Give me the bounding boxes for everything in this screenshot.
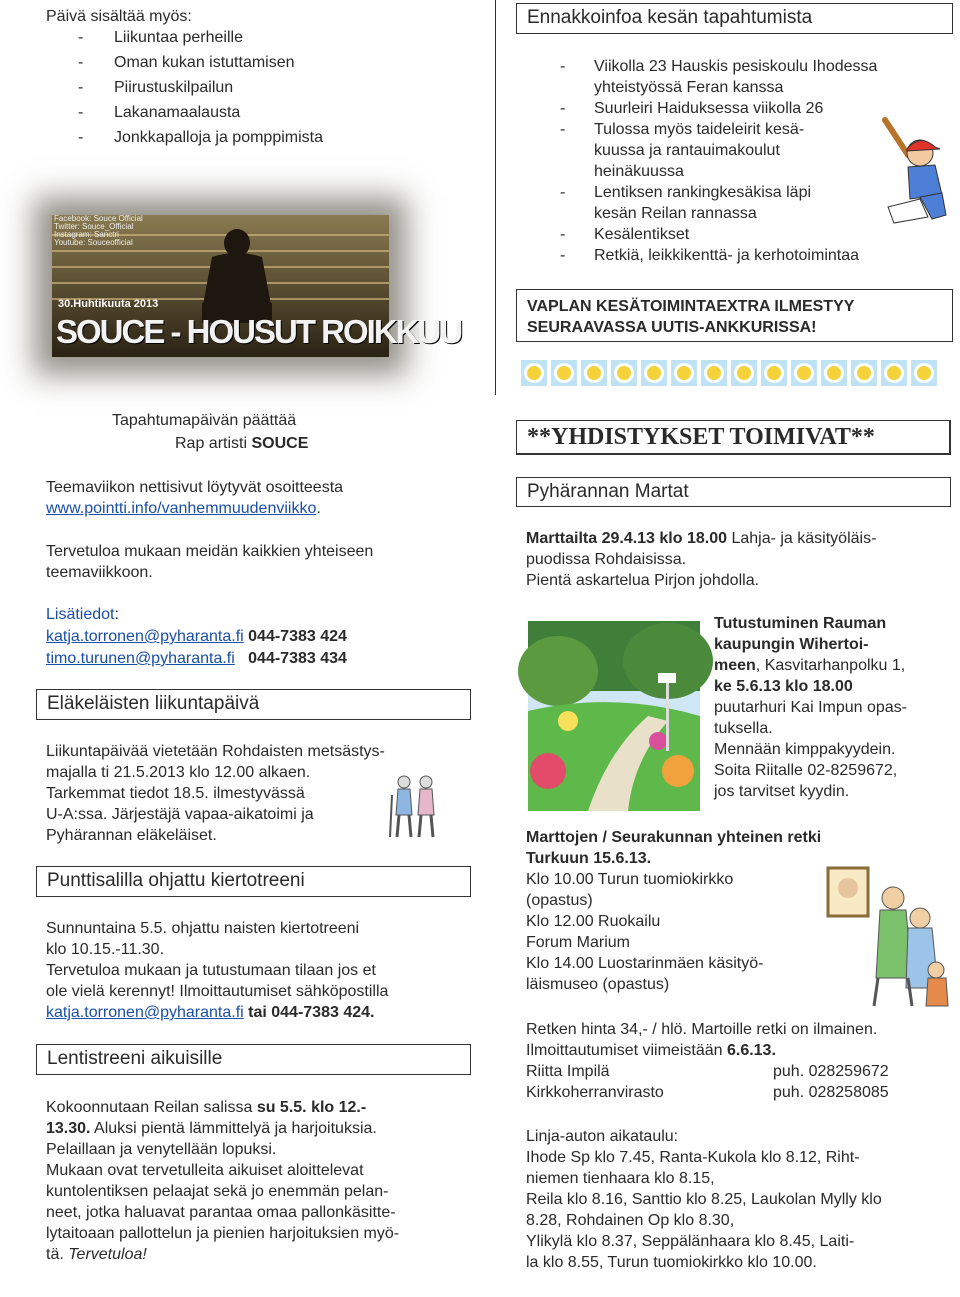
contact-phone: 044-7383 424 <box>248 628 347 645</box>
gym-heading-box <box>36 866 471 897</box>
contact-line <box>46 626 347 647</box>
list-item: - Suurleiri Haiduksessa viikolla 26 <box>560 100 824 117</box>
artist-name: SOUCE <box>251 435 309 452</box>
list-item: - Jonkkapalloja ja pomppimista <box>78 129 323 146</box>
welcome-line: Tervetuloa mukaan meidän kaikkien yhteiseen <box>46 543 374 560</box>
more-info-label: Lisätiedot: <box>46 606 119 623</box>
website-link[interactable]: www.pointti.info/vanhemmuudenviikko <box>46 500 317 517</box>
trip-text: Marttojen / Seurakunnan yhteinen retki Turkuun 15.6.13. Klo 10.00 Turun tuomiokirkko (opastus) Klo 12.00 Ruokailu Forum Marium Klo 14.00 Luostarinmäen käsityö- läismuseo (opastus) <box>526 829 822 993</box>
poster-date: 30.Huhtikuuta 2013 <box>58 298 159 310</box>
seniors-heading: Eläkeläisten liikuntapäivä <box>47 693 260 714</box>
list-item: - Lakanamaalausta <box>78 104 241 121</box>
volleyball-heading-box <box>36 1044 471 1075</box>
contact-line <box>46 648 347 669</box>
poster-social-line: Facebook: Souce Official <box>54 214 143 223</box>
associations-heading: **YHDISTYKSET TOIMIVAT** <box>527 424 875 450</box>
associations-heading-box <box>516 420 951 455</box>
gym-heading: Punttisalilla ohjattu kiertotreeni <box>47 870 305 891</box>
list-item: - Retkiä, leikkikenttä- ja kerhotoimintaa <box>560 247 860 264</box>
contact-row: Kirkkoherranvirasto puh. 028258085 <box>526 1084 889 1101</box>
website-line: www.pointti.info/vanhemmuudenviikko. <box>46 500 321 517</box>
walking-seniors-icon <box>388 773 443 841</box>
daily-program-list <box>78 27 378 148</box>
seniors-text: Liikuntapäivää vietetään Rohdaisten metsästys- majalla ti 21.5.2013 klo 12.00 alkaen. Tarkemmat tiedot 18.5. ilmestyvässä U-A:ssa. Järjestäjä vapaa-aikatoimi ja Pyhärannan eläkeläiset. <box>46 743 385 844</box>
volleyball-heading: Lentistreeni aikuisille <box>47 1048 223 1069</box>
gym-text: Sunnuntaina 5.5. ohjattu naisten kiertotreeni klo 10.15.-11.30. Tervetuloa mukaan ja tutustumaan tilaan jos et ole vielä kerennyt! Ilmoittautumiset sähköpostilla katja.torronen@pyharanta.fi tai 044-7383 424. <box>46 920 389 1021</box>
list-item: - Kesälentikset <box>560 226 690 243</box>
list-item: - Oman kukan istuttamisen <box>78 54 295 71</box>
list-item: - Liikuntaa perheille <box>78 29 243 46</box>
sun-border-decoration <box>521 360 941 391</box>
vaplan-notice-line: SEURAAVASSA UUTIS-ANKKURISSA! <box>527 319 817 336</box>
list-item: - Tulossa myös taideleirit kesä- kuussa ja rantauimakoulut heinäkuussa <box>560 121 805 180</box>
summer-events-heading: Ennakkoinfoa kesän tapahtumista <box>527 7 813 28</box>
martat-heading: Pyhärannan Martat <box>527 481 689 502</box>
martat-heading-box <box>516 477 951 507</box>
souce-poster-image <box>52 214 462 357</box>
contact-phone: 044-7383 434 <box>248 650 347 667</box>
gym-phone: tai 044-7383 424. <box>248 1004 375 1021</box>
garden-visit-text: Tutustuminen Rauman kaupungin Wihertoi- meen, Kasvitarhanpolku 1, ke 5.6.13 klo 18.00 puutarhuri Kai Impun opas- tuksella. Mennään kimppakyydein. Soita Riitalle 02-8259672, jos tarvitset kyydin. <box>714 615 907 800</box>
trip-details: Retken hinta 34,- / hlö. Martoille retki on ilmainen. Ilmoittautumiset viimeistään 6.6.13. Riitta Impilä puh. 028259672 Kirkkoherranvirasto puh. 028258085 <box>526 1021 889 1101</box>
poster-social-line: Twitter: Souce_Official <box>54 222 134 231</box>
seniors-heading-box <box>36 689 471 720</box>
list-item: - Viikolla 23 Hauskis pesiskoulu Ihodessa yhteistyössä Feran kanssa <box>560 58 878 96</box>
daily-program-heading: Päivä sisältää myös: <box>46 8 192 25</box>
list-item: - Lentiksen rankingkesäkisa läpi kesän Reilan rannassa <box>560 184 812 222</box>
baseball-player-icon <box>880 115 955 230</box>
vaplan-notice-line: VAPLAN KESÄTOIMINTAEXTRA ILMESTYY <box>527 298 855 315</box>
volleyball-text: Kokoonnutaan Reilan salissa su 5.5. klo 12.- 13.30. Aluksi pientä lämmittelyä ja harjoituksia. Pelaillaan ja venytellään lopuksi. Mukaan ovat tervetulleita aikuiset aloittelevat kuntolentiksen pelaajat sekä jo enemmän pelan- neet, jotka haluavat parantaa omaa pallonkäsitte- lytaitoaan pallottelun ja pienien harjoituksien myö- tä. Tervetuloa! <box>46 1099 400 1263</box>
column-divider <box>495 0 496 395</box>
event-ending-line: Tapahtumapäivän päättää <box>112 412 297 429</box>
vaplan-notice-box <box>516 289 953 342</box>
poster-title: SOUCE - HOUSUT ROIKKUU <box>56 313 462 350</box>
contact-row: Riitta Impilä puh. 028259672 <box>526 1063 889 1080</box>
website-intro: Teemaviikon nettisivut löytyvät osoitteesta <box>46 479 344 496</box>
gym-email-link[interactable]: katja.torronen@pyharanta.fi <box>46 1004 244 1021</box>
contact-email-link[interactable]: katja.torronen@pyharanta.fi <box>46 628 244 645</box>
bus-schedule-heading: Linja-auton aikataulu: <box>526 1128 679 1145</box>
poster-social-line: Youtube: Souceofficial <box>54 238 133 247</box>
museum-visitors-icon <box>808 858 953 1008</box>
summer-events-heading-box <box>516 3 953 34</box>
contact-email-link[interactable]: timo.turunen@pyharanta.fi <box>46 650 235 667</box>
list-item: - Piirustuskilpailun <box>78 79 234 96</box>
event-ending-artist: Rap artisti SOUCE <box>175 435 309 452</box>
martat-evening-text: Marttailta 29.4.13 klo 18.00 Lahja- ja käsityöläis- puodissa Rohdaisissa. Pientä askartelua Pirjon johdolla. <box>526 530 877 589</box>
garden-illustration <box>528 621 700 811</box>
poster-social-line: Instagram: Sanctri <box>54 230 119 239</box>
bus-schedule: Linja-auton aikataulu: Ihode Sp klo 7.45, Ranta-Kukola klo 8.12, Riht- niemen tienhaara klo 8.15, Reila klo 8.16, Santtio klo 8.25, Laukolan Mylly klo 8.28, Rohdainen Op klo 8.30, Ylikylä klo 8.37, Seppälänhaara klo 8.45, Laiti- la klo 8.55, Turun tuomiokirkko klo 10.00. <box>526 1128 882 1271</box>
welcome-line: teemaviikkoon. <box>46 564 153 581</box>
